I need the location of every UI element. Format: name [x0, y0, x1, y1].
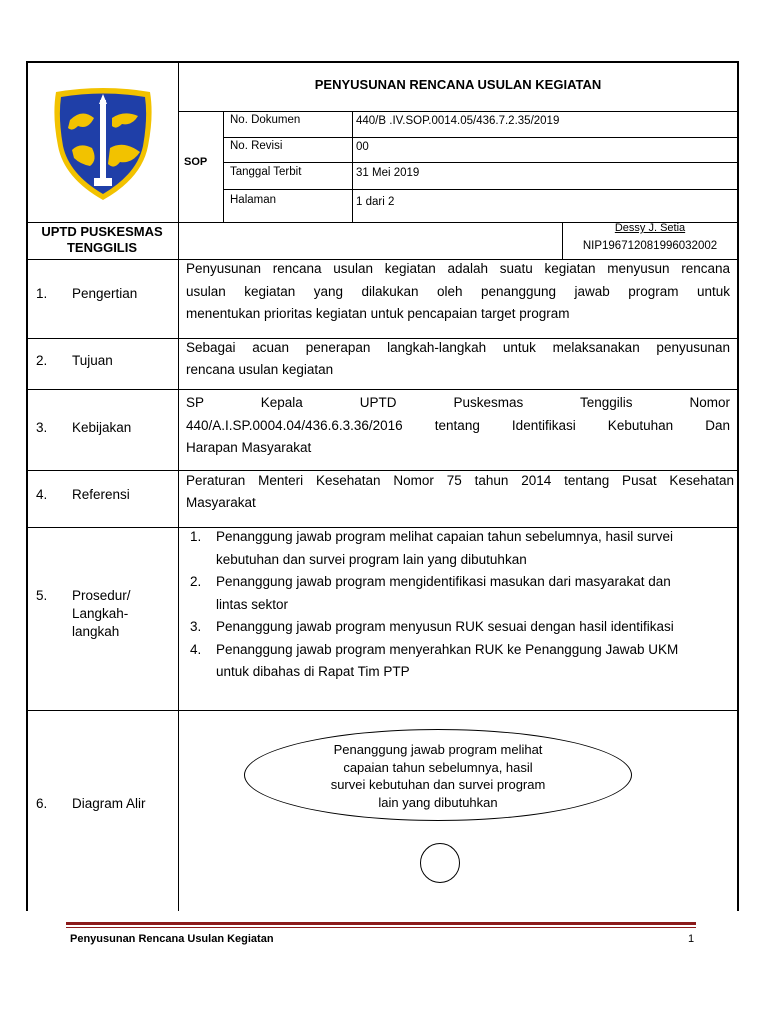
grid-line	[352, 111, 353, 222]
step-text: untuk dibahas di Rapat Tim PTP	[216, 664, 410, 679]
section-4-line: Peraturan Menteri Kesehatan Nomor 75 tahun 2014 tentang Pusat Kesehatan	[186, 473, 734, 488]
section-3-line: Harapan Masyarakat	[186, 440, 312, 455]
org-name	[26, 224, 178, 256]
meta-label-issue-date: Tanggal Terbit	[230, 166, 302, 178]
meta-value-doc-no: 440/B .IV.SOP.0014.05/436.7.2.35/2019	[356, 115, 560, 127]
section-1-line: menentukan prioritas kegiatan untuk pencapaian target program	[186, 306, 570, 321]
step-text: Penanggung jawab program mengidentifikasi masukan dari masyarakat dan	[216, 574, 671, 589]
section-4-number: 4.	[36, 487, 48, 502]
meta-label-revision: No. Revisi	[230, 140, 283, 152]
grid-line	[223, 189, 738, 190]
step-number: 1.	[190, 529, 202, 544]
step-text: kebutuhan dan survei program lain yang dibutuhkan	[216, 551, 527, 567]
step-text: Penanggung jawab program melihat capaian tahun sebelumnya, hasil survei	[216, 529, 674, 544]
section-1-line: Penyusunan rencana usulan kegiatan adalah suatu kegiatan menyusun rencana	[186, 261, 730, 276]
flowchart-connector-circle	[420, 843, 460, 883]
step-number: 3.	[190, 619, 202, 634]
section-1-line: usulan kegiatan yang dilakukan oleh penanggung jawab program untuk	[186, 284, 730, 299]
section-2-number: 2.	[36, 353, 48, 368]
grid-line	[178, 111, 738, 112]
sop-label: SOP	[184, 156, 208, 168]
section-6-label: Diagram Alir	[72, 796, 146, 811]
page-title: PENYUSUNAN RENCANA USULAN KEGIATAN	[314, 77, 602, 92]
section-5-label	[72, 587, 131, 641]
section-1-label: Pengertian	[72, 286, 138, 301]
meta-value-issue-date: 31 Mei 2019	[356, 167, 420, 179]
grid-line	[223, 162, 738, 163]
list-item	[186, 526, 736, 571]
flowchart-text-line: capaian tahun sebelumnya, hasil	[343, 759, 533, 775]
surabaya-city-emblem-icon	[50, 86, 156, 204]
section-5-label-line: langkah	[72, 624, 120, 639]
footer-rule-thin	[66, 927, 696, 928]
section-1-number: 1.	[36, 286, 48, 301]
flowchart-text-line: lain yang dibutuhkan	[378, 794, 498, 810]
list-item	[186, 616, 736, 639]
grid-line	[223, 111, 224, 222]
section-2-line: rencana usulan kegiatan	[186, 362, 334, 377]
footer-title: Penyusunan Rencana Usulan Kegiatan	[70, 933, 274, 945]
meta-value-revision: 00	[356, 141, 369, 153]
list-item	[186, 639, 736, 684]
grid-line	[223, 137, 738, 138]
grid-line	[26, 389, 738, 390]
meta-label-page: Halaman	[230, 194, 277, 206]
section-5-label-line: Prosedur/	[72, 588, 131, 603]
section-5-number: 5.	[36, 588, 48, 603]
meta-label-doc-no: No. Dokumen	[230, 114, 301, 126]
org-name-line2: TENGGILIS	[66, 240, 138, 255]
frame-left	[26, 61, 28, 911]
flowchart-text-line: Penanggung jawab program melihat	[333, 742, 543, 757]
frame-top	[26, 61, 738, 63]
step-number: 2.	[190, 574, 202, 589]
section-3-line: 440/A.I.SP.0004.04/436.6.3.36/2016 tentang Identifikasi Kebutuhan Dan	[186, 418, 730, 433]
step-number: 4.	[190, 641, 202, 657]
section-4-line: Masyarakat	[186, 495, 256, 510]
section-5-label-line: Langkah-	[72, 606, 129, 621]
signer-nip: NIP196712081996032002	[582, 240, 718, 252]
footer-page-number: 1	[688, 933, 695, 945]
step-text: lintas sektor	[216, 596, 289, 612]
section-2-label: Tujuan	[72, 353, 113, 368]
section-3-number: 3.	[36, 420, 48, 435]
grid-line	[26, 710, 738, 711]
section-3-label: Kebijakan	[72, 420, 132, 435]
list-item	[186, 571, 736, 616]
footer-rule-thick	[66, 922, 696, 925]
flowchart-start-text	[244, 741, 632, 811]
section-2-line: Sebagai acuan penerapan langkah-langkah untuk melaksanakan penyusunan	[186, 340, 730, 355]
section-4-label: Referensi	[72, 487, 130, 502]
step-text: Penanggung jawab program menyusun RUK sesuai dengan hasil identifikasi	[216, 619, 674, 634]
section-6-number: 6.	[36, 796, 48, 811]
meta-value-page: 1 dari 2	[356, 196, 395, 208]
signer-name: Dessy J. Setia	[614, 222, 686, 234]
org-name-line1: UPTD PUSKESMAS	[41, 224, 163, 239]
section-3-line: SP Kepala UPTD Puskesmas Tenggilis Nomor	[186, 395, 730, 410]
procedure-steps	[186, 526, 736, 684]
flowchart-text-line: survei kebutuhan dan survei program	[330, 777, 546, 792]
grid-col-divider	[178, 62, 179, 911]
step-text: Penanggung jawab program menyerahkan RUK ke Penanggung Jawab UKM	[216, 641, 679, 657]
